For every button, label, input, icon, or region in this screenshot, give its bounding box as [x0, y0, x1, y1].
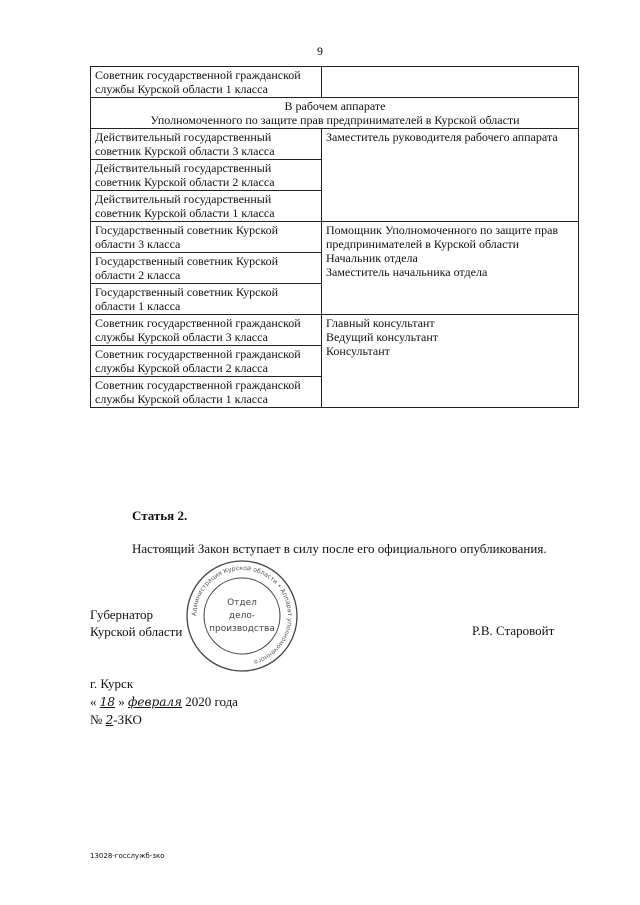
table-row	[91, 67, 579, 98]
rank-cell: Государственный советник Курской области 3 класса	[91, 222, 321, 253]
article-text: Настоящий Закон вступает в силу после его официального опубликования.	[132, 541, 547, 556]
positions-cell	[322, 67, 579, 98]
signatory-name: Р.В. Старовойт	[472, 623, 555, 638]
stamp-center-line: производства	[209, 624, 275, 634]
rank-cell: Действительный государственный советник Курской области 1 класса	[95, 192, 275, 220]
date-open-quote: «	[90, 694, 97, 709]
section-header-row	[91, 98, 579, 129]
table-row	[91, 129, 579, 222]
rank-cell: Государственный советник Курской области 1 класса	[95, 285, 279, 313]
section-header	[91, 98, 579, 129]
stamp-ring-text: Администрация Курской области • Аппарат уполномоченного	[190, 564, 294, 666]
positions-cell	[322, 129, 579, 222]
article-title: Статья 2.	[132, 508, 188, 523]
table-row	[91, 222, 579, 315]
signatory-title-line: Губернатор	[90, 607, 153, 622]
date-day: 18	[99, 695, 116, 709]
law-number-value: 2	[105, 713, 114, 727]
section-header-line: Уполномоченного по защите прав предпринимателей в Курской области	[150, 113, 520, 127]
ranks-group	[91, 129, 322, 222]
stamp-center-line: Отдел	[227, 598, 257, 608]
position-item: Начальник отдела	[326, 251, 418, 265]
positions-cell	[322, 222, 579, 315]
law-number-suffix: -ЗКО	[113, 712, 142, 727]
ranks-group	[91, 222, 322, 315]
rank-cell: Советник государственной гражданской службы Курской области 1 класса	[91, 67, 322, 98]
rank-cell: Советник государственной гражданской службы Курской области 2 класса	[91, 346, 321, 377]
position-item: Ведущий консультант	[326, 330, 439, 344]
page-number: 9	[317, 44, 323, 58]
stamp-center-line: дело-	[228, 611, 256, 621]
date-close-quote: »	[118, 694, 125, 709]
date-year: 2020 года	[185, 694, 238, 709]
ranks-group	[91, 315, 322, 408]
rank-cell: Советник государственной гражданской службы Курской области 1 класса	[95, 378, 301, 406]
position-item: Консультант	[326, 344, 390, 358]
rank-cell: Действительный государственный советник Курской области 2 класса	[91, 160, 321, 191]
date-month: февраля	[128, 695, 182, 709]
law-number-prefix: №	[90, 712, 103, 727]
date-line	[90, 694, 238, 710]
positions-cell	[322, 315, 579, 408]
law-number-line	[90, 712, 142, 728]
rank-cell: Государственный советник Курской области 2 класса	[91, 253, 321, 284]
section-header-line: В рабочем аппарате	[284, 99, 386, 113]
rank-cell: Советник государственной гражданской службы Курской области 3 класса	[91, 315, 321, 346]
table-row	[91, 315, 579, 408]
office-stamp	[184, 558, 300, 674]
position-item: Помощник Уполномоченного по защите прав предпринимателей в Курской области	[326, 223, 559, 251]
position-item: Заместитель начальника отдела	[326, 265, 488, 279]
footer-code: 13028-госслужб-зко	[90, 852, 165, 860]
ranks-table	[90, 66, 579, 408]
position-item: Главный консультант	[326, 316, 435, 330]
rank-cell: Действительный государственный советник Курской области 3 класса	[91, 129, 321, 160]
position-item: Заместитель руководителя рабочего аппарата	[326, 130, 558, 144]
signatory-title-line: Курской области	[90, 624, 183, 639]
place-of-signing: г. Курск	[90, 676, 134, 691]
